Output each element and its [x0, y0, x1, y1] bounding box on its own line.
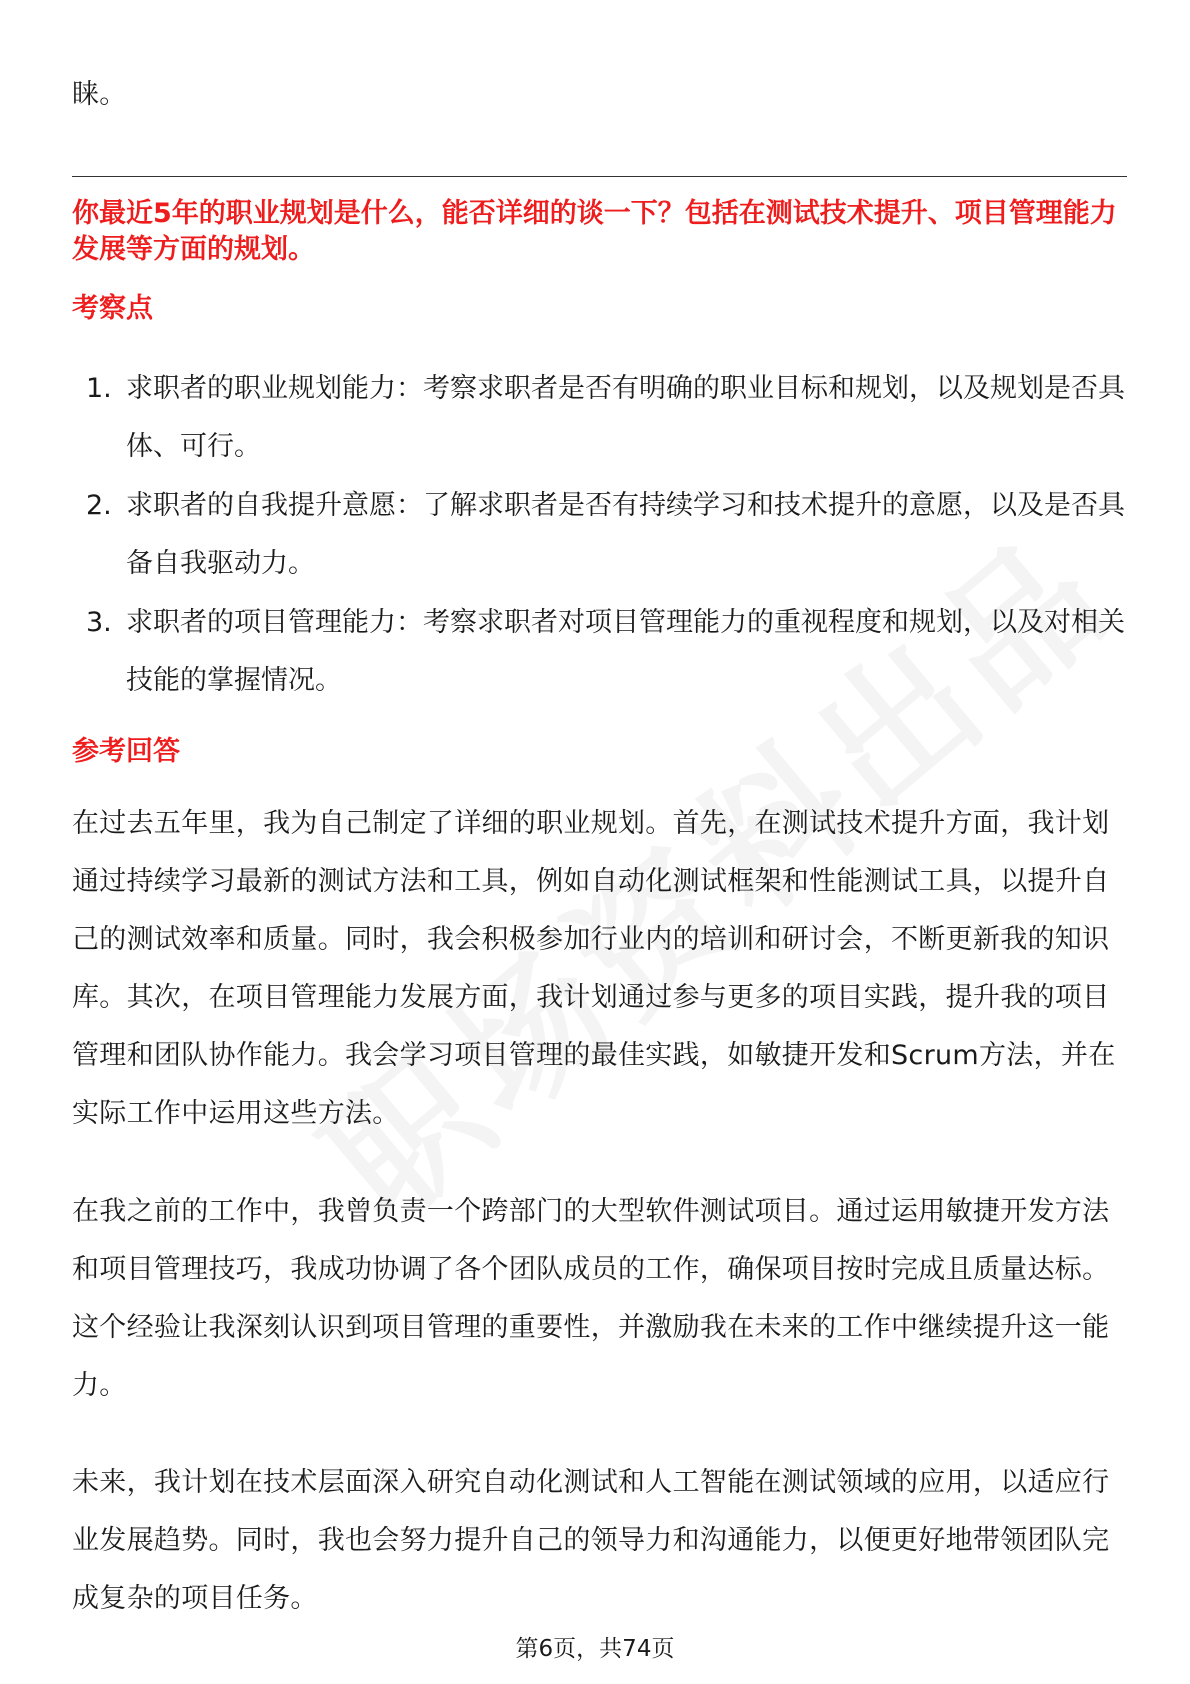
answer-paragraph: 在我之前的工作中，我曾负责一个跨部门的大型软件测试项目。通过运用敏捷开发方法和项目管理技巧，我成功协调了各个团队成员的工作，确保项目按时完成且质量达标。这个经验让我深刻认识到项目管理的重要性，并激励我在未来的工作中继续提升这一能力。	[72, 1196, 1110, 1401]
list-item	[72, 594, 1127, 710]
list-number: 2.	[86, 490, 112, 521]
page-footer: 第6页，共74页	[515, 1636, 675, 1662]
list-number: 3.	[86, 607, 112, 638]
section-divider	[72, 176, 1127, 177]
list-item-text: 求职者的项目管理能力：考察求职者对项目管理能力的重视程度和规划，以及对相关技能的掌握情况。	[126, 607, 1125, 696]
list-item-text: 求职者的自我提升意愿：了解求职者是否有持续学习和技术提升的意愿，以及是否具备自我驱动力。	[126, 490, 1125, 579]
answer-paragraph: 未来，我计划在技术层面深入研究自动化测试和人工智能在测试领域的应用，以适应行业发展趋势。同时，我也会努力提升自己的领导力和沟通能力，以便更好地带领团队完成复杂的项目任务。	[72, 1467, 1110, 1614]
list-item-text: 求职者的职业规划能力：考察求职者是否有明确的职业目标和规划，以及规划是否具体、可行。	[126, 373, 1125, 462]
question-title: 你最近5年的职业规划是什么，能否详细的谈一下？包括在测试技术提升、项目管理能力发展等方面的规划。	[72, 198, 1117, 265]
answer-heading: 参考回答	[72, 736, 180, 767]
points-heading: 考察点	[72, 293, 153, 324]
points-list	[72, 360, 1127, 711]
answer-paragraph: 在过去五年里，我为自己制定了详细的职业规划。首先，在测试技术提升方面，我计划通过持续学习最新的测试方法和工具，例如自动化测试框架和性能测试工具，以提升自己的测试效率和质量。同时，我会积极参加行业内的培训和研讨会，不断更新我的知识库。其次，在项目管理能力发展方面，我计划通过参与更多的项目实践，提升我的项目管理和团队协作能力。我会学习项目管理的最佳实践，如敏捷开发和Scrum方法，并在实际工作中运用这些方法。	[72, 808, 1116, 1129]
list-item	[72, 360, 1127, 476]
continuation-text: 睐。	[72, 79, 127, 110]
list-number: 1.	[86, 373, 112, 404]
list-item	[72, 477, 1127, 593]
